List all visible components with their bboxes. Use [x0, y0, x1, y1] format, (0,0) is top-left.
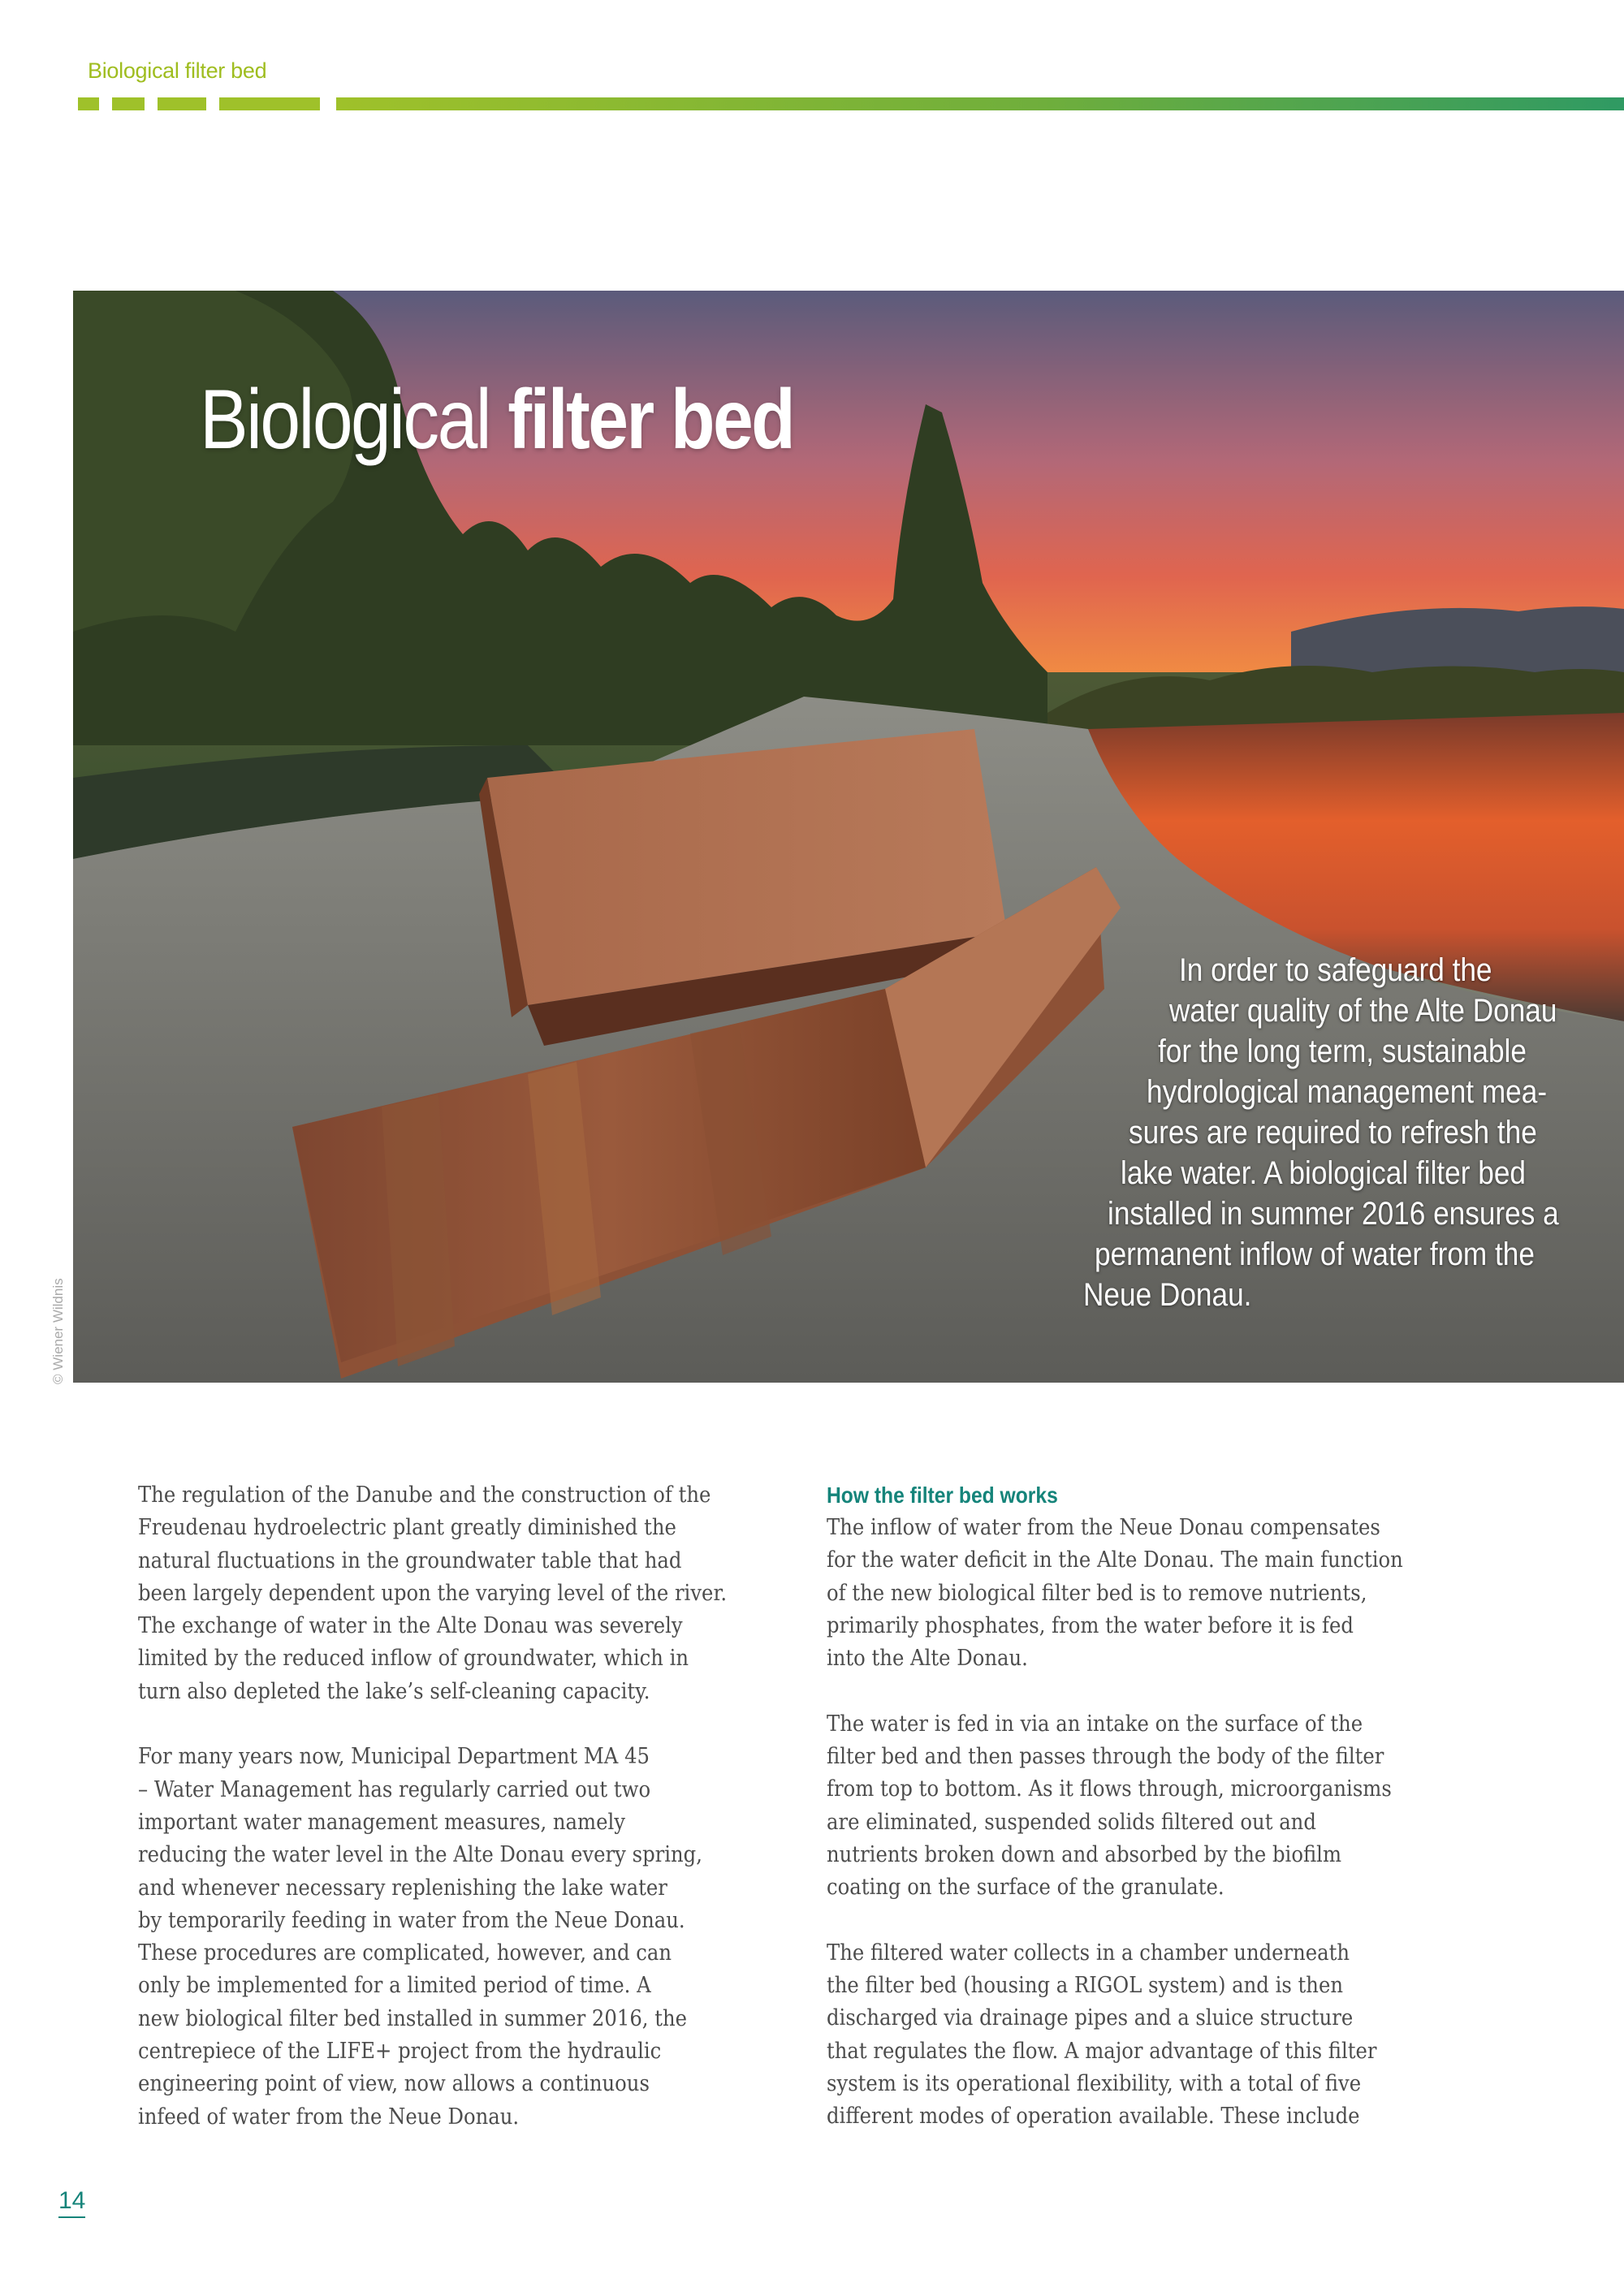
- text-line: of the new biological filter bed is to remove nutrients,: [827, 1580, 1367, 1606]
- running-title: Biological filter bed: [88, 58, 267, 83]
- text-line: The regulation of the Danube and the construction of the: [138, 1482, 711, 1508]
- section-heading: How the filter bed works: [827, 1482, 1058, 1508]
- text-line: from top to bottom. As it flows through, microorganisms: [827, 1776, 1392, 1802]
- page-title-light: Biological: [200, 373, 508, 467]
- text-line: been largely dependent upon the varying level of the river.: [138, 1580, 728, 1606]
- text-line: coating on the surface of the granulate.: [827, 1875, 1224, 1901]
- photo-credit: © Wiener Wildnis: [50, 1278, 66, 1384]
- header-rule-segment: [78, 97, 99, 110]
- text-line: The water is fed in via an intake on the surface of the: [827, 1711, 1363, 1737]
- intro-text: [934, 950, 1624, 1315]
- text-line: that regulates the flow. A major advantage of this filter: [827, 2038, 1377, 2064]
- text-line: the filter bed (housing a RIGOL system) and is then: [827, 1973, 1343, 1999]
- text-line: and whenever necessary replenishing the lake water: [138, 1875, 667, 1901]
- page-title-bold: filter bed: [508, 373, 794, 467]
- text-line: different modes of operation available. These include: [827, 2104, 1360, 2130]
- text-line: Freudenau hydroelectric plant greatly diminished the: [138, 1515, 676, 1541]
- paragraph: [138, 1741, 804, 2134]
- text-line: primarily phosphates, from the water before it is fed: [827, 1612, 1354, 1638]
- text-line: new biological filter bed installed in summer 2016, the: [138, 2005, 688, 2031]
- text-line: are eliminated, suspended solids filtered out and: [827, 1809, 1316, 1835]
- intro-line: hydrological management mea-: [1147, 1074, 1548, 1110]
- text-line: turn also depleted the lake’s self-cleaning capacity.: [138, 1678, 650, 1704]
- text-line: nutrients broken down and absorbed by the biofilm: [827, 1841, 1341, 1867]
- text-line: by temporarily feeding in water from the Neue Donau.: [138, 1907, 685, 1933]
- header-rule-segment: [112, 97, 145, 110]
- text-line: natural fluctuations in the groundwater table that had: [138, 1547, 682, 1573]
- text-line: The inflow of water from the Neue Donau compensates: [827, 1515, 1380, 1540]
- paragraph: [827, 1937, 1525, 2134]
- header-rule-segment: [158, 97, 206, 110]
- text-line: The filtered water collects in a chamber underneath: [827, 1940, 1350, 1966]
- intro-line: sures are required to refresh the: [1129, 1115, 1537, 1150]
- paragraph: [138, 1479, 804, 1708]
- text-line: filter bed and then passes through the body of the filter: [827, 1744, 1384, 1770]
- text-line: For many years now, Municipal Department MA 45: [138, 1744, 650, 1770]
- body-column-left: [138, 1479, 804, 2134]
- text-line: centrepiece of the LIFE+ project from the hydraulic: [138, 2039, 662, 2065]
- text-line: reducing the water level in the Alte Donau every spring,: [138, 1842, 702, 1868]
- text-line: engineering point of view, now allows a continuous: [138, 2071, 650, 2097]
- paragraph: [827, 1512, 1525, 1675]
- intro-line: lake water. A biological filter bed: [1121, 1155, 1526, 1191]
- text-line: important water management measures, namely: [138, 1809, 625, 1835]
- intro-line: permanent inflow of water from the: [1095, 1236, 1535, 1272]
- header-rule: [78, 97, 1624, 110]
- text-line: The exchange of water in the Alte Donau was severely: [138, 1613, 683, 1639]
- text-line: infeed of water from the Neue Donau.: [138, 2104, 520, 2130]
- text-line: limited by the reduced inflow of groundwater, which in: [138, 1646, 689, 1672]
- paragraph: [827, 1708, 1525, 1905]
- intro-line: In order to safeguard the: [1179, 952, 1492, 988]
- text-line: – Water Management has regularly carried out two: [138, 1776, 651, 1802]
- text-line: into the Alte Donau.: [827, 1646, 1028, 1672]
- text-line: system is its operational flexibility, with a total of five: [827, 2071, 1362, 2097]
- page-number: 14: [58, 2187, 85, 2218]
- text-line: for the water deficit in the Alte Donau. The main function: [827, 1547, 1403, 1573]
- text-line: discharged via drainage pipes and a sluice structure: [827, 2005, 1354, 2031]
- text-line: only be implemented for a limited period of time. A: [138, 1973, 651, 1999]
- header-rule-segment: [219, 97, 320, 110]
- body-column-right: [827, 1479, 1525, 2134]
- intro-line: for the long term, sustainable: [1158, 1034, 1527, 1069]
- header-rule-gradient: [336, 97, 1624, 110]
- page-title: [200, 372, 793, 468]
- intro-line: Neue Donau.: [1083, 1277, 1252, 1313]
- intro-line: water quality of the Alte Donau: [1169, 993, 1557, 1029]
- intro-line: installed in summer 2016 ensures a: [1108, 1196, 1559, 1232]
- text-line: These procedures are complicated, however, and can: [138, 1940, 672, 1966]
- hero-photo: [73, 291, 1624, 1383]
